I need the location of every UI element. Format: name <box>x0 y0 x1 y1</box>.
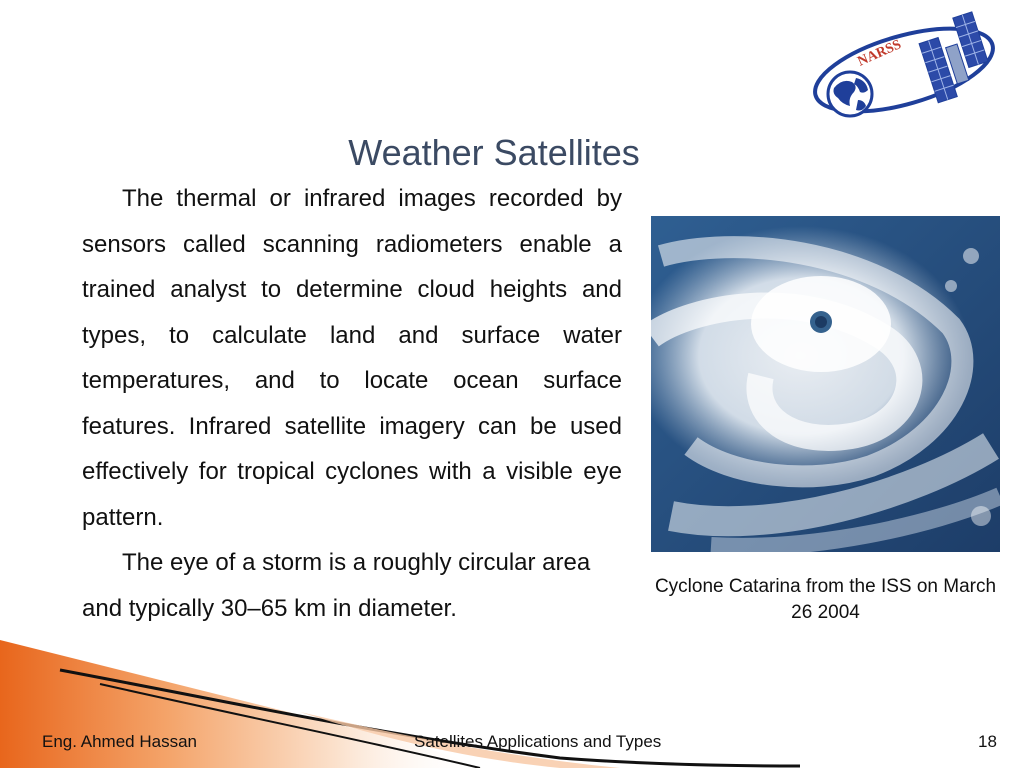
image-caption: Cyclone Catarina from the ISS on March 26 2004 <box>654 576 997 623</box>
page-number: 18 <box>978 732 997 751</box>
paragraph: The eye of a storm is a roughly circular area and typically 30–65 km in diameter. <box>82 549 591 622</box>
footer-presentation-title: Satellites Applications and Types <box>414 732 662 751</box>
narss-logo <box>808 8 1004 120</box>
body-text <box>82 176 622 631</box>
paragraph: The thermal or infrared images recorded by sensors called scanning radiometers enable a trained analyst to determine cloud heights and types, to calculate land and surface water temperatures, and to locate ocean surface features. Infrared satellite imagery can be used effectively for tropical cyclones with a visible eye pattern. <box>82 185 622 531</box>
logo-text: NARSS <box>855 37 904 70</box>
slide-title <box>0 132 1024 174</box>
footer-author: Eng. Ahmed Hassan <box>42 732 197 751</box>
globe-icon <box>828 72 872 116</box>
satellite-icon <box>915 12 996 103</box>
slide-title-text: Weather Satellites <box>348 132 640 173</box>
cyclone-photo <box>651 216 1000 552</box>
